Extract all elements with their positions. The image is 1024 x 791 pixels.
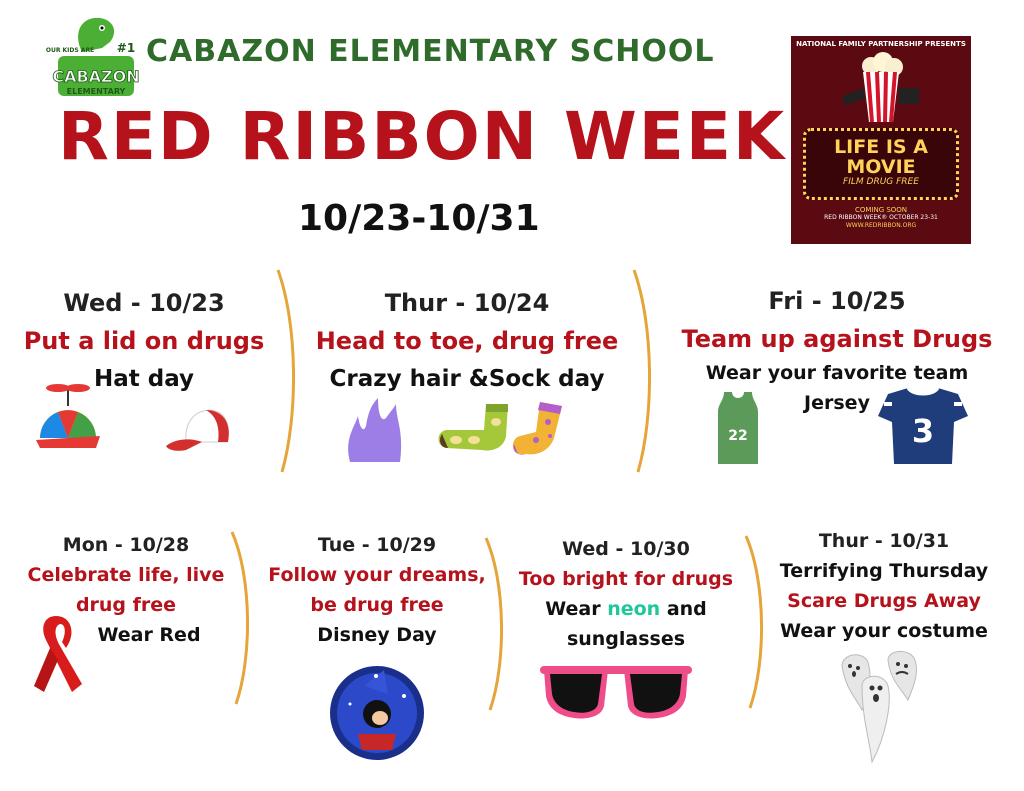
logo-sub: ELEMENTARY — [66, 87, 126, 96]
poster-line3: FILM DRUG FREE — [843, 177, 919, 187]
poster-line1: LIFE IS A — [834, 136, 928, 158]
poster-marquee — [803, 128, 959, 200]
day-label: Thur - 10/24 — [384, 289, 550, 317]
baseball-cap-icon — [162, 402, 234, 454]
school-logo — [45, 12, 140, 102]
movie-poster — [791, 36, 971, 244]
activity-and: and — [666, 598, 707, 620]
school-name: CABAZON ELEMENTARY SCHOOL — [146, 34, 715, 69]
logo-name: CABAZON — [52, 67, 140, 86]
day-activity: Crazy hair &Sock day — [329, 366, 605, 392]
day-tue-1029 — [262, 530, 492, 650]
day-theme-line1: Celebrate life, live — [27, 564, 225, 586]
day-activity-line2: Jersey — [804, 392, 870, 414]
day-theme-line2: drug free — [75, 594, 177, 616]
day-theme: Put a lid on drugs — [23, 327, 265, 355]
poster-coming: COMING SOON — [854, 206, 908, 214]
poster-header: NATIONAL FAMILY PARTNERSHIP PRESENTS — [796, 40, 966, 48]
popcorn-icon — [841, 52, 921, 128]
activity-neon: neon — [607, 598, 661, 620]
activity-wear: Wear — [545, 598, 601, 620]
green-jersey-number: 22 — [728, 428, 748, 444]
day-label: Wed - 10/30 — [562, 538, 690, 560]
day-theme: Team up against Drugs — [681, 325, 993, 353]
day-activity-line1: Terrifying Thursday — [779, 560, 989, 582]
blue-jersey-icon — [878, 386, 968, 466]
green-jersey-icon — [714, 390, 762, 466]
sunglasses-icon — [538, 662, 694, 722]
poster-line2: MOVIE — [846, 156, 916, 178]
day-theme: Scare Drugs Away — [787, 590, 981, 612]
logo-badge: #1 — [116, 41, 136, 55]
purple-hair-icon — [342, 396, 408, 466]
day-activity: Disney Day — [317, 624, 437, 646]
day-theme-line2: be drug free — [310, 594, 444, 616]
blue-jersey-number: 3 — [911, 412, 935, 450]
day-activity-line1: Wear your favorite team — [705, 362, 969, 384]
green-sock-icon — [434, 400, 516, 456]
day-theme: Head to toe, drug free — [315, 327, 619, 355]
day-activity: Hat day — [93, 366, 195, 392]
day-thur-1031 — [764, 526, 1004, 646]
day-label: Fri - 10/25 — [768, 287, 906, 315]
logo-line1: OUR KIDS ARE — [45, 47, 95, 54]
day-activity-line1 — [506, 594, 746, 624]
day-theme: Too bright for drugs — [518, 568, 734, 590]
poster-footer — [791, 206, 971, 230]
day-theme-line1: Follow your dreams, — [268, 564, 486, 586]
day-label: Thur - 10/31 — [818, 530, 950, 552]
ghosts-icon — [832, 646, 924, 766]
day-wed-1030 — [506, 534, 746, 654]
page-title: RED RIBBON WEEK — [58, 98, 787, 175]
propeller-hat-icon — [34, 378, 104, 454]
day-activity-line2: Wear your costume — [780, 620, 988, 642]
disney-mickey-icon — [328, 664, 426, 762]
day-activity-line2: sunglasses — [566, 628, 686, 650]
poster-url: WWW.REDRIBBON.ORG — [845, 222, 917, 229]
red-ribbon-icon — [32, 612, 86, 696]
week-dates: 10/23-10/31 — [298, 198, 540, 239]
day-label: Wed - 10/23 — [63, 289, 225, 317]
divider-1 — [272, 266, 302, 476]
day-activity: Wear Red — [97, 624, 201, 646]
poster-event: RED RIBBON WEEK® OCTOBER 23-31 — [824, 214, 938, 221]
day-label: Tue - 10/29 — [317, 534, 437, 556]
orange-sock-icon — [510, 398, 570, 460]
day-label: Mon - 10/28 — [62, 534, 190, 556]
day-thur-1024 — [300, 284, 634, 398]
